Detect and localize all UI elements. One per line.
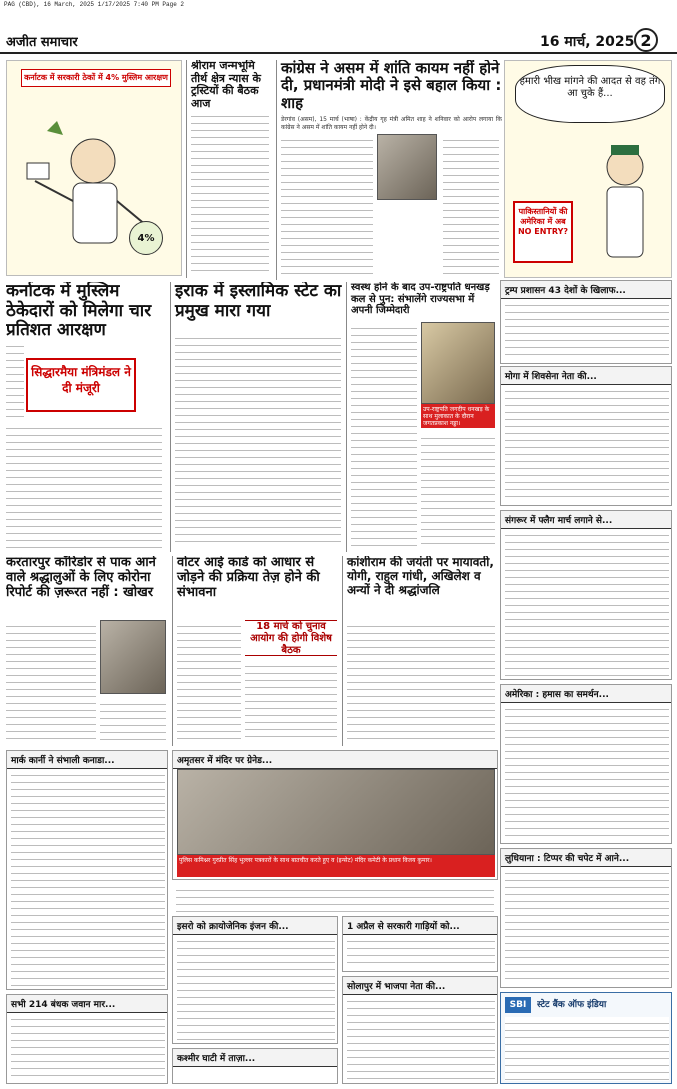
print-slug: PAG (CBD), 16 March, 2025 1/17/2025 7:40 PM Page 2	[4, 1, 185, 8]
photo-amritsar	[177, 769, 495, 855]
body-text	[505, 703, 669, 841]
story-voter	[172, 556, 340, 746]
body-text	[177, 620, 241, 742]
box-headline: सोलापुर में भाजपा नेता की...	[343, 977, 497, 995]
box-isro	[172, 916, 338, 1044]
body-text	[11, 769, 165, 987]
newspaper-brand: अजीत समाचार	[6, 35, 78, 50]
cartoon-tag: 4%	[129, 221, 163, 255]
headline: करतारपुर कॉरिडोर से पाक आने वाले श्रद्धालुओं के लिए कोरोना रिपोर्ट की ज़रूरत नहीं : खोखर	[6, 556, 156, 600]
headline: वोटर आई कार्ड को आधार से जोड़ने की प्रक्रिया तेज़ होने की संभावना	[177, 556, 320, 600]
story-kartarpur	[6, 556, 170, 746]
body-text	[347, 620, 495, 742]
box-headline: मार्क कार्नी ने संभाली कनाडा...	[7, 751, 167, 769]
story-lead	[276, 60, 502, 280]
body-text	[245, 660, 337, 742]
cartoon-sign: पाकिस्तानियों की अमेरिका में अब NO ENTRY?	[513, 201, 573, 263]
headline: इराक में इस्लामिक स्टेट का प्रमुख मारा गया	[175, 282, 342, 321]
box-kashmir	[172, 1048, 338, 1084]
body-text	[421, 432, 495, 548]
body-text	[175, 332, 341, 548]
box-headline: इसरो को क्रायोजेनिक इंजन की...	[173, 917, 337, 935]
headline: कर्नाटक में मुस्लिम ठेकेदारों को मिलेगा चार प्रतिशत आरक्षण	[6, 282, 152, 341]
story-iraq	[170, 282, 344, 552]
box-headline: मोगा में शिवसेना नेता की...	[501, 367, 671, 385]
body-text	[100, 698, 166, 742]
ad-body	[505, 1017, 669, 1081]
headline: श्रीराम जन्मभूमि तीर्थ क्षेत्र न्यास के ट्रस्टियों की बैठक आज	[191, 60, 261, 110]
story-karnataka	[6, 282, 166, 552]
body-text	[191, 110, 269, 274]
box-headline: अमेरिका : हमास का समर्थन...	[501, 685, 671, 703]
body-text	[347, 935, 495, 969]
body-text	[177, 935, 335, 1041]
box-headline: ट्रम्प प्रशासन 43 देशों के खिलाफ...	[501, 281, 671, 299]
headline: कांशीराम की जयंती पर मायावती, योगी, राहुल गांधी, अखिलेश व अन्यों ने दी श्रद्धांजलि	[347, 556, 494, 597]
box-headline: कश्मीर घाटी में ताज़ा...	[173, 1049, 337, 1067]
story-kanshiram	[342, 556, 498, 746]
issue-date: 16 मार्च, 2025	[540, 34, 635, 50]
body-text	[443, 134, 499, 274]
ad-headline: स्टेट बैंक ऑफ इंडिया	[537, 1000, 607, 1010]
dateline: डेरगांव (असम), 15 मार्च (भाषा) : केंद्रीय गृह मंत्री अमित शाह ने शनिवार को आरोप लगाया कि कांग्रेस ने असम में शांति कायम नहीं होने दी।	[281, 115, 502, 132]
photo-caption: पुलिस कमिश्नर गुरप्रीत सिंह भुल्लर पत्रकारों के साथ बातचीत करते हुए व (इन्सेट) मंदिर कमेटी के प्रधान विजय कुमार।	[177, 855, 495, 877]
cartoon-right	[504, 60, 672, 278]
box-headline: अमृतसर में मंदिर पर ग्रेनेड...	[173, 751, 497, 769]
box-headline: 1 अप्रैल से सरकारी गाड़ियों को...	[343, 917, 497, 935]
page-number: 2	[634, 28, 658, 52]
photo-amit-shah	[377, 134, 437, 200]
box-amritsar	[172, 750, 498, 880]
cartoon-left	[6, 60, 182, 276]
body-text	[351, 322, 417, 548]
cartoon-illustration	[575, 127, 671, 277]
body-text	[6, 422, 162, 548]
body-text	[6, 620, 96, 742]
body-text	[505, 529, 669, 677]
story-shriram	[186, 60, 272, 278]
box-trump	[500, 280, 672, 364]
headline: स्वस्थ होने के बाद उप-राष्ट्रपति धनखड़ कल से पुन: संभालेंगे राज्यसभा में अपनी जिम्मेदारी	[351, 282, 490, 316]
headline: कांग्रेस ने असम में शांति कायम नहीं होने दी, प्रधानमंत्री मोदी ने इसे बहाल किया : शाह	[281, 60, 502, 112]
box-solapur	[342, 976, 498, 1084]
body-text	[281, 134, 373, 274]
sbi-logo: SBI	[505, 997, 531, 1013]
story-dhankhar	[346, 282, 498, 552]
box-headline: संगरूर में फ्लैग मार्च लगाने से...	[501, 511, 671, 529]
box-moga	[500, 366, 672, 506]
box-ludhiana	[500, 848, 672, 988]
box-headline: सभी 214 बंधक जवान मार...	[7, 995, 167, 1013]
ad-sbi	[500, 992, 672, 1084]
box-headline: लुधियाना : टिप्पर की चपेट में आने...	[501, 849, 671, 867]
body-text	[505, 299, 669, 361]
highlight-box: सिद्धारमैया मंत्रिमंडल ने दी मंजूरी	[26, 358, 136, 412]
body-text	[347, 995, 495, 1081]
photo-dhankhar	[421, 322, 495, 404]
body-text	[505, 385, 669, 503]
body-text	[505, 867, 669, 985]
box-april	[342, 916, 498, 972]
cartoon-caption: कर्नाटक में सरकारी ठेकों में 4% मुस्लिम आरक्षण	[21, 69, 171, 87]
body-text	[11, 1013, 165, 1081]
photo-khokhar	[100, 620, 166, 694]
box-all214	[6, 994, 168, 1084]
photo-caption: उप-राष्ट्रपति जगदीप धनखड़ के साथ मुलाकात के दौरान जगतप्रकाश नड्डा।	[421, 404, 495, 428]
subhead: 18 मार्च को चुनाव आयोग की होगी विशेष बैठक	[245, 620, 337, 656]
body-text	[176, 884, 494, 914]
masthead	[0, 28, 677, 54]
speech-bubble: हमारी भीख मांगने की आदत से वह तंग आ चुके हैं...	[515, 65, 665, 123]
box-sangrur	[500, 510, 672, 680]
box-america	[500, 684, 672, 844]
box-mark-carney	[6, 750, 168, 990]
